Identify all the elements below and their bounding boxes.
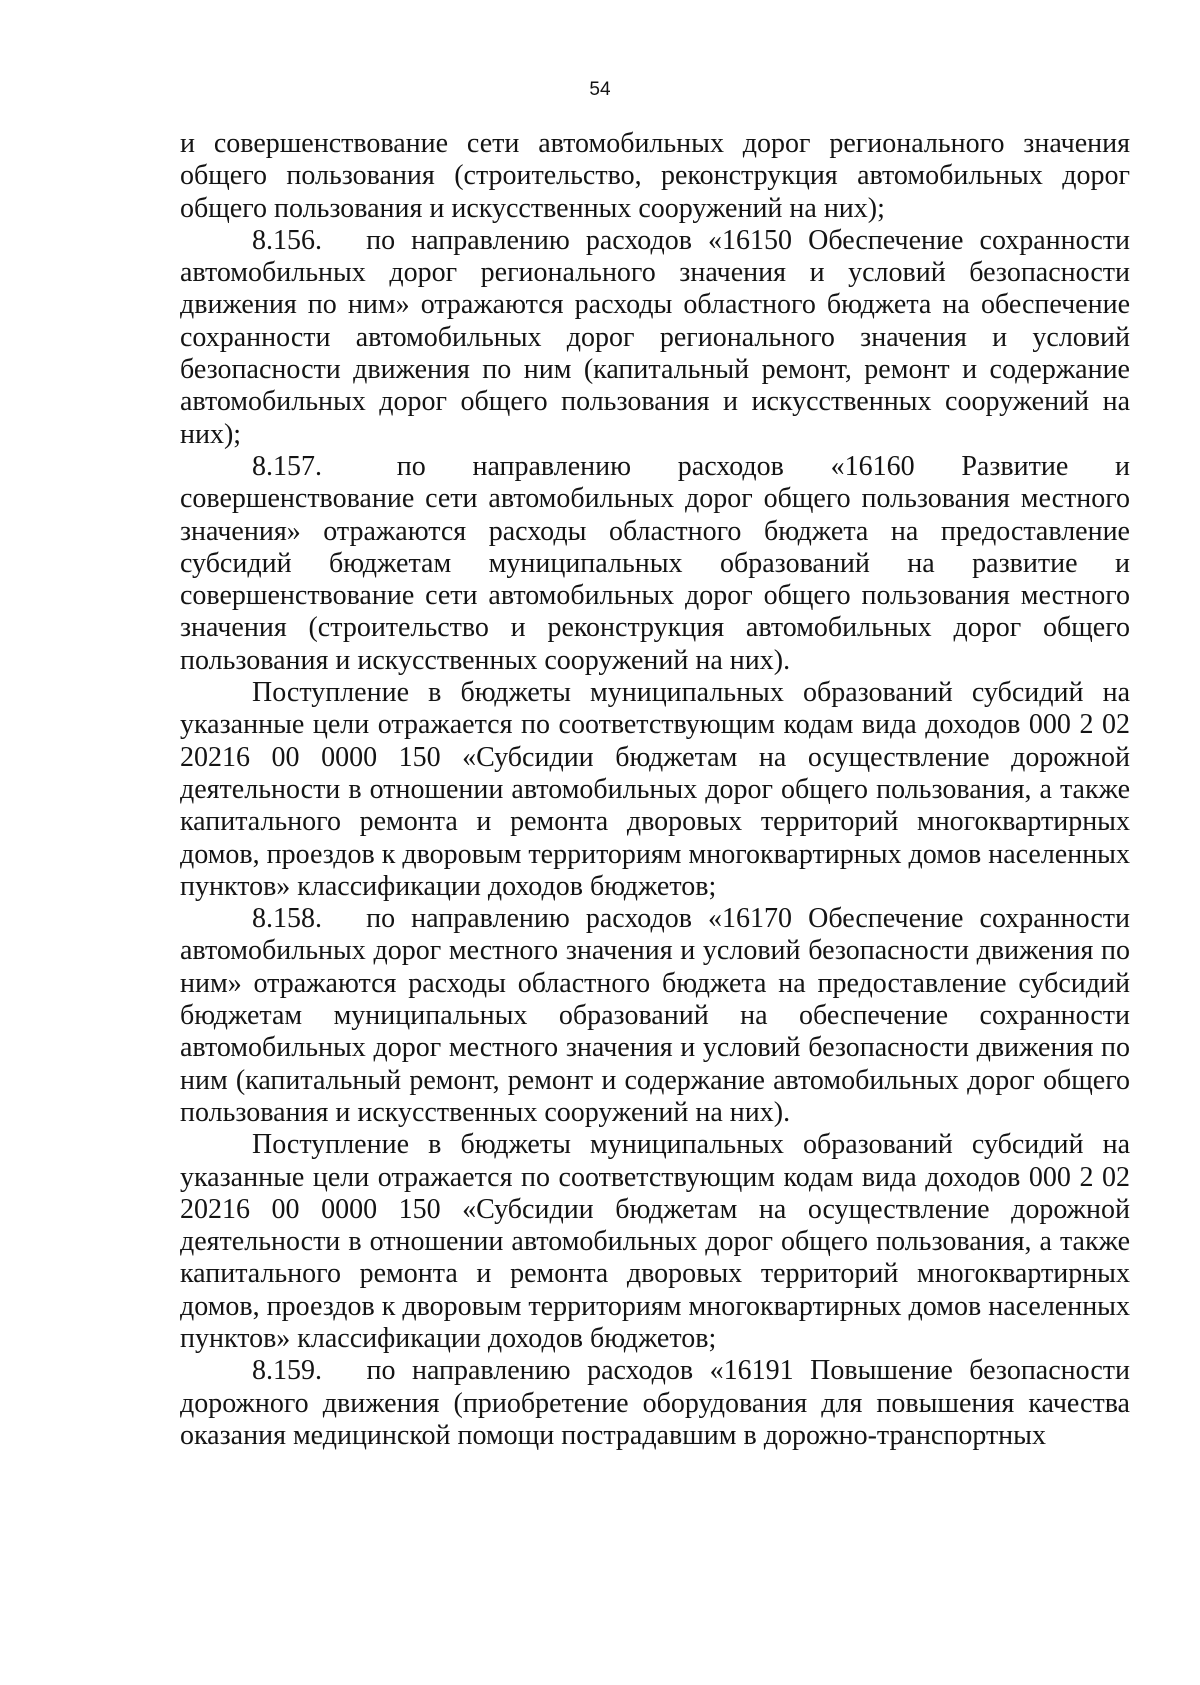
document-body: [180, 128, 1130, 1452]
paragraph-subsidy-receipt-2: Поступление в бюджеты муниципальных образований субсидий на указанные цели отражается по соответствующим кодам вида доходов 000 2 02 20216 00 0000 150 «Субсидии бюджетам на осуществление дорожной деятельности в отношении автомобильных дорог общего пользования, а также капитального ремонта и ремонта дворовых территорий многоквартирных домов, проездов к дворовым территориям многоквартирных домов населенных пунктов» классификации доходов бюджетов;: [180, 1129, 1130, 1354]
paragraph-continuation: и совершенствование сети автомобильных дорог регионального значения общего пользования (строительство, реконструкция автомобильных дорог общего пользования и искусственных сооружений на них);: [180, 128, 1130, 224]
page-number: 54: [589, 79, 611, 100]
paragraph-subsidy-receipt-1: Поступление в бюджеты муниципальных образований субсидий на указанные цели отражается по соответствующим кодам вида доходов 000 2 02 20216 00 0000 150 «Субсидии бюджетам на осуществление дорожной деятельности в отношении автомобильных дорог общего пользования, а также капитального ремонта и ремонта дворовых территорий многоквартирных домов, проездов к дворовым территориям многоквартирных домов населенных пунктов» классификации доходов бюджетов;: [180, 677, 1130, 902]
paragraph-8-156: 8.156. по направлению расходов «16150 Обеспечение сохранности автомобильных дорог регионального значения и условий безопасности движения по ним» отражаются расходы областного бюджета на обеспечение сохранности автомобильных дорог регионального значения и условий безопасности движения по ним (капитальный ремонт, ремонт и содержание автомобильных дорог общего пользования и искусственных сооружений на них);: [180, 224, 1130, 450]
paragraph-8-159: 8.159. по направлению расходов «16191 Повышение безопасности дорожного движения (приобретение оборудования для повышения качества оказания медицинской помощи пострадавшим в дорожно-транспортных: [180, 1355, 1130, 1451]
paragraph-8-157: 8.157. по направлению расходов «16160 Развитие и совершенствование сети автомобильных дорог общего пользования местного значения» отражаются расходы областного бюджета на предоставление субсидий бюджетам муниципальных образований на развитие и совершенствование сети автомобильных дорог общего пользования местного значения (строительство и реконструкция автомобильных дорог общего пользования и искусственных сооружений на них).: [180, 450, 1130, 676]
paragraph-8-158: 8.158. по направлению расходов «16170 Обеспечение сохранности автомобильных дорог местного значения и условий безопасности движения по ним» отражаются расходы областного бюджета на предоставление субсидий бюджетам муниципальных образований на обеспечение сохранности автомобильных дорог местного значения и условий безопасности движения по ним (капитальный ремонт, ремонт и содержание автомобильных дорог общего пользования и искусственных сооружений на них).: [180, 903, 1130, 1128]
